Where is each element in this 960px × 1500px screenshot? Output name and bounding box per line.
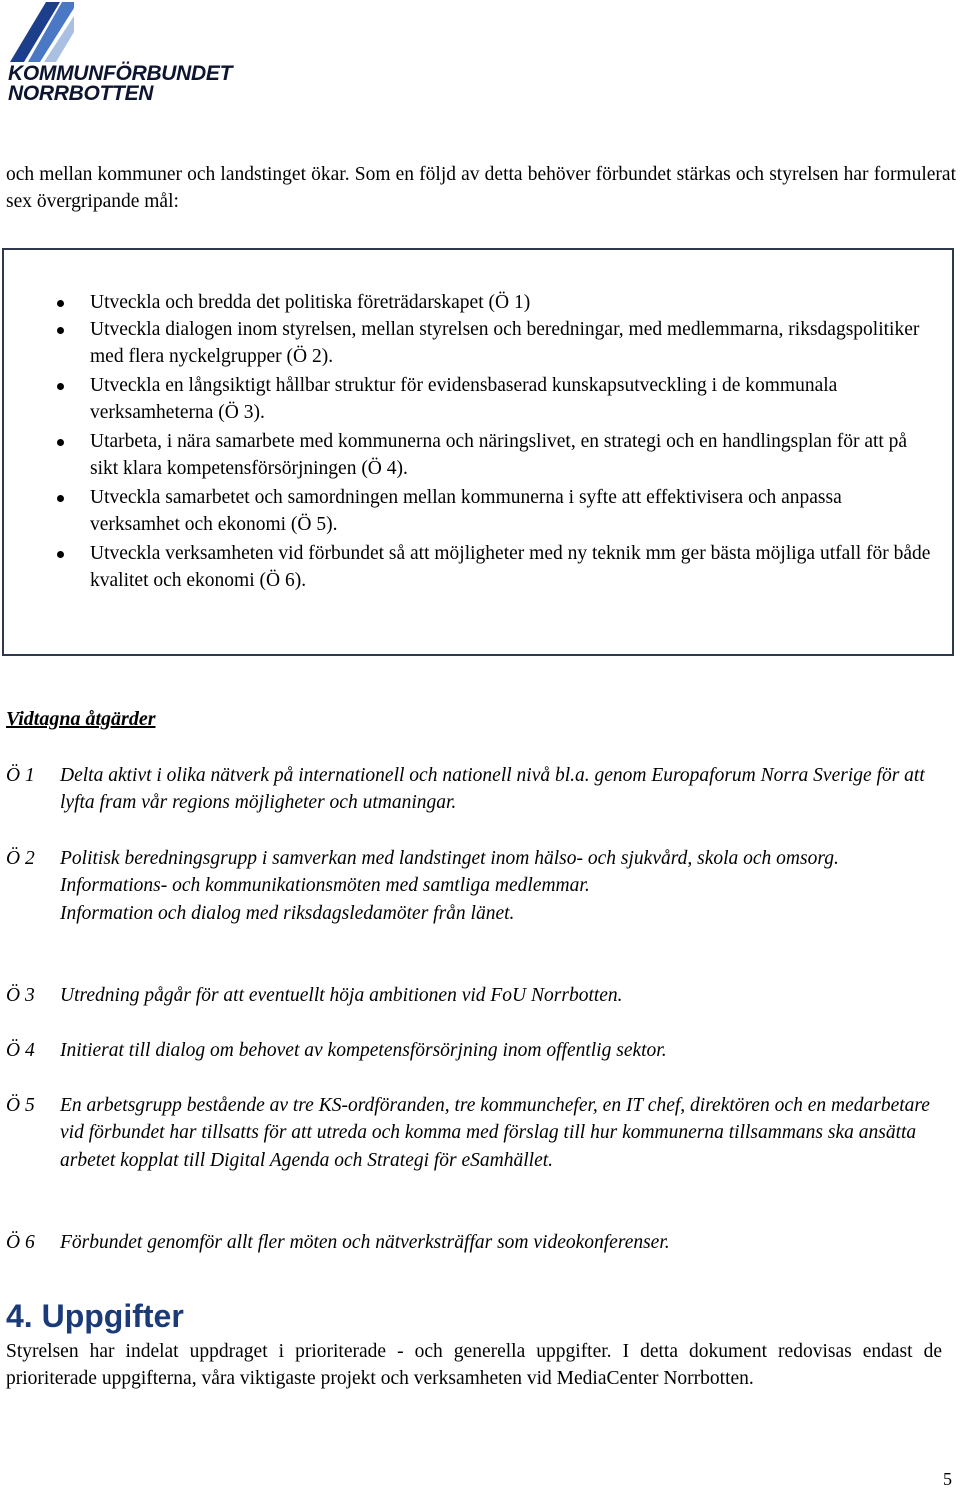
intro-paragraph: och mellan kommuner och landstinget ökar. Som en följd av detta behöver förbundet stärkas och styrelsen har formulerat sex övergripande mål: <box>6 164 956 212</box>
measure-item <box>6 1037 950 1064</box>
measure-item <box>6 1229 950 1256</box>
bullet-icon <box>57 383 64 390</box>
bullet-icon <box>57 551 64 558</box>
bullet-icon <box>57 300 64 307</box>
measure-code: Ö 5 <box>6 1095 35 1116</box>
measure-item <box>6 845 950 927</box>
measure-line: Förbundet genomför allt fler möten och nätverksträffar som videokonferenser. <box>60 1232 670 1253</box>
goals-box <box>2 248 954 656</box>
section-paragraph: Styrelsen har indelat uppdraget i prioriterade - och generella uppgifter. I detta dokument redovisas endast de prioriterade uppgifterna, våra viktigaste projekt och verksamheten vid MediaCenter Norrbotten. <box>6 1341 942 1390</box>
measure-code: Ö 4 <box>6 1040 35 1061</box>
goal-text: Utveckla dialogen inom styrelsen, mellan styrelsen och beredningar, med medlemmarna, riksdagspolitiker med flera nyckelgrupper (Ö 2). <box>90 319 920 367</box>
goal-text: Utarbeta, i nära samarbete med kommunerna och näringslivet, en strategi och en handlingsplan för att på sikt klara kompetensförsörjningen (Ö 4). <box>90 431 908 479</box>
goal-text: Utveckla en långsiktigt hållbar struktur för evidensbaserad kunskapsutveckling i de kommunala verksamheterna (Ö 3). <box>90 375 838 423</box>
goals-list <box>4 289 950 594</box>
measure-code: Ö 3 <box>6 985 35 1006</box>
section-heading: 4. Uppgifter <box>6 1298 184 1334</box>
measure-line: Delta aktivt i olika nätverk på internationell och nationell nivå bl.a. genom Europaforum Norra Sverige för att lyfta fram vår regions möjligheter och utmaningar. <box>60 765 925 814</box>
measures-title: Vidtagna åtgärder <box>6 708 156 730</box>
goal-item <box>4 372 950 426</box>
page-number: 5 <box>943 1469 952 1489</box>
measure-text <box>60 982 950 1009</box>
bullet-icon <box>57 439 64 446</box>
goal-item <box>4 484 950 538</box>
measure-line: Informations- och kommunikationsmöten med samtliga medlemmar. <box>60 875 590 897</box>
bullet-icon <box>57 495 64 502</box>
measure-item <box>6 1092 950 1174</box>
measure-code: Ö 2 <box>6 848 35 869</box>
logo-stripes-icon <box>8 2 74 62</box>
header-logo <box>6 2 256 110</box>
measure-item <box>6 762 950 817</box>
logo-text-line1: KOMMUNFÖRBUNDET <box>8 62 233 85</box>
goal-item <box>4 428 950 482</box>
logo-text-line2: NORRBOTTEN <box>8 82 154 105</box>
goal-item <box>4 316 950 370</box>
goal-item <box>4 289 950 316</box>
measure-text <box>60 762 950 817</box>
measure-text <box>60 845 950 927</box>
measure-line: Utredning pågår för att eventuellt höja ambitionen vid FoU Norrbotten. <box>60 985 623 1006</box>
measure-line: Initierat till dialog om behovet av kompetensförsörjning inom offentlig sektor. <box>60 1040 667 1061</box>
goal-text: Utveckla verksamheten vid förbundet så att möjligheter med ny teknik mm ger bästa möjliga utfall för både kvalitet och ekonomi (Ö 6). <box>90 543 931 591</box>
measure-code: Ö 6 <box>6 1232 35 1253</box>
measure-text <box>60 1092 950 1174</box>
measure-code: Ö 1 <box>6 765 35 786</box>
measure-line: Information och dialog med riksdagsledamöter från länet. <box>60 902 515 924</box>
goal-item <box>4 540 950 594</box>
bullet-icon <box>57 327 64 334</box>
measure-text <box>60 1229 950 1256</box>
measure-text <box>60 1037 950 1064</box>
measure-item <box>6 982 950 1009</box>
measure-line: En arbetsgrupp bestående av tre KS-ordföranden, tre kommunchefer, en IT chef, direktören och en medarbetare vid förbundet har tillsatts för att utreda och komma med förslag till hur kommunerna tillsammans ska ansätta arbetet kopplat till Digital Agenda och Strategi för eSamhället. <box>60 1095 930 1171</box>
goal-text: Utveckla samarbetet och samordningen mellan kommunerna i syfte att effektivisera och anpassa verksamhet och ekonomi (Ö 5). <box>90 487 842 535</box>
goal-text: Utveckla och bredda det politiska företrädarskapet (Ö 1) <box>90 292 531 313</box>
measure-line: Politisk beredningsgrupp i samverkan med landstinget inom hälso- och sjukvård, skola och omsorg. <box>60 848 839 869</box>
